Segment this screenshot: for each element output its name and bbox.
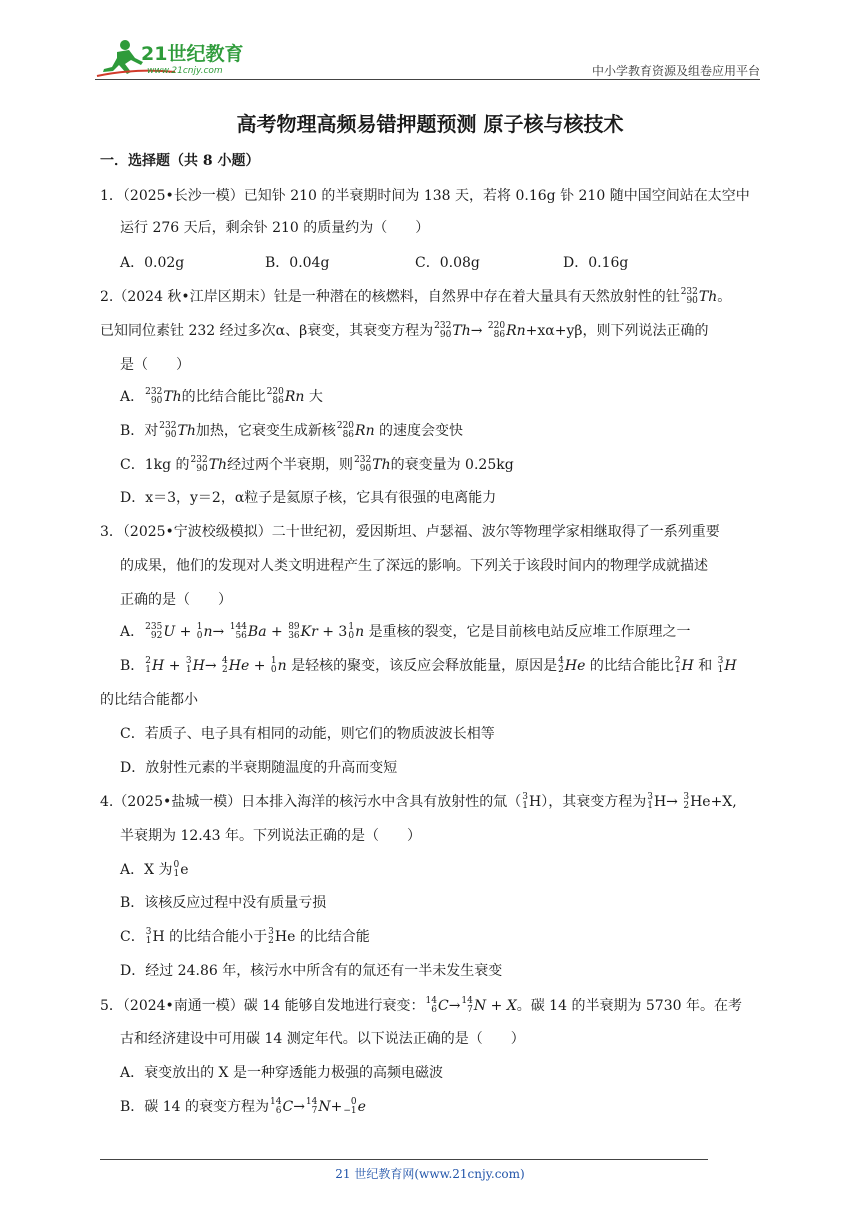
- q3-option-b-text2: 的比结合能比: [589, 658, 674, 674]
- q2-option-d: D．x＝3，y＝2，α粒子是氦原子核，它具有很强的电离能力: [120, 490, 497, 506]
- q4-option-c-tail: He 的比结合能: [274, 929, 370, 945]
- nuclide-rn220: 220 86: [487, 321, 506, 340]
- nuclide-th232: 232 90: [354, 455, 372, 474]
- q4-option-c: [120, 927, 370, 947]
- q4-option-c-label: C．: [120, 929, 145, 945]
- q3-line2: 的成果，他们的发现对人类文明进程产生了深远的影响。下列关于该段时间内的物理学成就描述: [120, 558, 708, 574]
- q4-option-a-text: e: [180, 862, 189, 878]
- q3-line1: 3．（2025•宁波校级模拟）二十世纪初，爱因斯坦、卢瑟福、波尔等物理学家相继取得了一系列重要: [100, 524, 720, 540]
- nuclide-th232: 232 90: [190, 455, 208, 474]
- nuclide-he3: 3 2: [268, 927, 274, 946]
- q2-option-c-tail: 的衰变量为 0.25kg: [390, 457, 514, 473]
- q3-line3: 正确的是（ ）: [120, 592, 232, 608]
- nuclide-n: 1 0: [196, 622, 203, 641]
- q3-option-b-text3: 和: [698, 658, 713, 674]
- q2-line1: 2.（2024 秋•江岸区期末）钍是一种潜在的核燃料，自然界中存在着大量具有天然放射性的钍 232 90 Th。: [100, 287, 732, 306]
- page-title: 高考物理高频易错押题预测 原子核与核技术: [236, 112, 624, 136]
- q2-option-b-label: B．对: [120, 423, 159, 439]
- q3-option-c: C．若质子、电子具有相同的动能，则它们的物质波波长相等: [120, 726, 495, 742]
- nuclide-he4: 4 2: [558, 656, 564, 675]
- nuclide-th232: 232 90: [434, 321, 452, 340]
- q2-option-c-label: C．1kg 的: [120, 457, 190, 473]
- q4-option-b: B．该核反应过程中没有质量亏损: [120, 895, 327, 911]
- q5-line2: 古和经济建设中可用碳 14 测定年代。以下说法正确的是（ ）: [120, 1031, 525, 1047]
- nuclide-he4: 4 2: [222, 656, 228, 675]
- q4-option-a: [120, 860, 189, 880]
- nuclide-ba144: 144 56: [229, 622, 247, 641]
- q3-option-b-line2: 的比结合能都小: [100, 692, 198, 708]
- q2-line2-text: 已知同位素钍 232 经过多次α、β衰变，其衰变方程为: [100, 323, 434, 339]
- q3-option-a: A． 235 92 U + 1 0 n→ 144 56 Ba + 89 36 Kr + 3 1 0 n 是重核的裂变，它是目前核电站反应堆工作原理之一: [120, 622, 691, 641]
- q4-option-c-text: H 的比结合能小于: [152, 929, 268, 945]
- q2-option-b-tail: 的速度会变快: [379, 423, 464, 439]
- q5-option-b: B．碳 14 的衰变方程为 14 6 C→ 14 7 N+ 0 −1 e: [120, 1097, 366, 1116]
- nuclide-u235: 235 92: [145, 622, 163, 641]
- q5-option-a: A．衰变放出的 X 是一种穿透能力极强的高频电磁波: [120, 1065, 443, 1081]
- nuclide-th232: 232 90: [145, 387, 163, 406]
- nuclide-h3: 3 1: [717, 656, 724, 675]
- q4-line1-text3: H→: [653, 794, 678, 810]
- svg-text:www.21cnjy.com: www.21cnjy.com: [147, 66, 223, 76]
- nuclide-kr89: 89 36: [288, 622, 300, 641]
- q5-line1-tail: 。碳 14 的半衰期为 5730 年。在考: [516, 998, 742, 1014]
- q2-option-c: C．1kg 的 232 90 Th经过两个半衰期，则 232 90 Th的衰变量为 0.25kg: [120, 455, 514, 474]
- q2-option-a-tail: 大: [308, 389, 323, 405]
- nuclide-n14: 14 7: [305, 1097, 318, 1116]
- q2-option-a: A． 232 90 Th的比结合能比 220 86 Rn 大: [120, 387, 323, 406]
- q3-option-b: B． 2 1 H + 3 1 H→ 4 2 He + 1 0 n 是轻核的聚变，该反应会释放能量，原因是 4 2 He 的比结合能比 2 1 H 和 3 1 H: [120, 656, 737, 675]
- page-header: [95, 38, 760, 80]
- q1-option-c: C．0.08g: [415, 255, 480, 271]
- q1-option-b: B．0.04g: [265, 255, 330, 271]
- svg-text:21世纪教育: 21世纪教育: [141, 43, 244, 65]
- q5-line1: 5．（2024•南通一模）碳 14 能够自发地进行衰变： 14 6 C→ 14 7 N + X。碳 14 的半衰期为 5730 年。在考: [100, 996, 742, 1015]
- q2-line3: 是（ ）: [120, 357, 190, 373]
- nuclide-n14: 14 7: [461, 996, 473, 1015]
- header-divider: [95, 79, 760, 80]
- footer-divider: [100, 1159, 708, 1160]
- q2-option-a-label: A．: [120, 389, 145, 405]
- q3-option-b-text: 是轻核的聚变，该反应会释放能量，原因是: [291, 658, 558, 674]
- nuclide-rn220: 220 86: [266, 387, 284, 406]
- q1-option-d: D．0.16g: [563, 255, 629, 271]
- nuclide-e: 0 1: [173, 860, 180, 879]
- q2-option-b-text: 加热，它衰变生成新核: [195, 423, 336, 439]
- q3-option-a-text: 是重核的裂变，它是目前核电站反应堆工作原理之一: [368, 624, 691, 640]
- q4-option-d: D．经过 24.86 年，核污水中所含有的氚还有一半未发生衰变: [120, 963, 503, 979]
- platform-name: 中小学教育资源及组卷应用平台: [591, 64, 760, 78]
- nuclide-n: 1 0: [348, 622, 355, 641]
- nuclide-he3: 3 2: [683, 792, 690, 811]
- section-heading: 一．选择题（共 8 小题）: [100, 153, 260, 169]
- nuclide-e-minus: 0 −1: [343, 1097, 357, 1116]
- nuclide-th232: 232 90: [159, 421, 177, 440]
- footer-link[interactable]: 21 世纪教育网(www.21cnjy.com): [335, 1167, 525, 1181]
- nuclide-rn220: 220 86: [336, 421, 355, 440]
- q4-option-a-label: A．X 为: [120, 862, 173, 878]
- nuclide-h3: 3 1: [185, 656, 192, 675]
- nuclide-h3: 3 1: [145, 927, 152, 946]
- q3-option-d: D．放射性元素的半衰期随温度的升高而变短: [120, 760, 398, 776]
- q2-line2: 已知同位素钍 232 经过多次α、β衰变，其衰变方程为 232 90 Th→ 220 86 Rn+xα+yβ，则下列说法正确的: [100, 321, 709, 340]
- q5-line1-text: 5．（2024•南通一模）碳 14 能够自发地进行衰变：: [100, 998, 425, 1014]
- q4-line1: [100, 792, 737, 812]
- q4-line2: 半衰期为 12.43 年。下列说法正确的是（ ）: [120, 828, 421, 844]
- nuclide-c14: 14 6: [425, 996, 437, 1015]
- q2-option-a-text: 的比结合能比: [181, 389, 266, 405]
- nuclide-c14: 14 6: [270, 1097, 282, 1116]
- q5-option-b-label: B．碳 14 的衰变方程为: [120, 1099, 270, 1115]
- nuclide-h2: 2 1: [145, 656, 152, 675]
- nuclide-h2: 2 1: [674, 656, 681, 675]
- q4-line1-text2: H），其衰变方程为: [528, 794, 647, 810]
- logo-21cnjy: [95, 38, 265, 78]
- q4-line1-text4: He+X,: [690, 794, 737, 810]
- q2-option-c-text: 经过两个半衰期，则: [227, 457, 354, 473]
- nuclide-h3: 3 1: [522, 792, 528, 811]
- q2-line1-text: 2.（2024 秋•江岸区期末）钍是一种潜在的核燃料，自然界中存在着大量具有天然放射性的钍: [100, 289, 680, 305]
- q2-option-b: B．对 232 90 Th加热，它衰变生成新核 220 86 Rn 的速度会变快: [120, 421, 464, 440]
- q3-option-a-label: A．: [120, 624, 145, 640]
- q2-line2-tail: +xα+yβ，则下列说法正确的: [525, 323, 709, 339]
- q3-option-b-label: B．: [120, 658, 145, 674]
- nuclide-th232: 232 90: [680, 287, 698, 306]
- q4-line1-text: 4.（2025•盐城一模）日本排入海洋的核污水中含具有放射性的氚（: [100, 794, 522, 810]
- q1-option-a: A．0.02g: [120, 255, 185, 271]
- nuclide-h3: 3 1: [647, 792, 653, 811]
- q1-line1: 1．（2025•长沙一模）已知钋 210 的半衰期时间为 138 天，若将 0.16g 钋 210 随中国空间站在太空中: [100, 188, 750, 204]
- nuclide-n: 1 0: [270, 656, 277, 675]
- q1-line2: 运行 276 天后，剩余钋 210 的质量约为（ ）: [120, 220, 430, 236]
